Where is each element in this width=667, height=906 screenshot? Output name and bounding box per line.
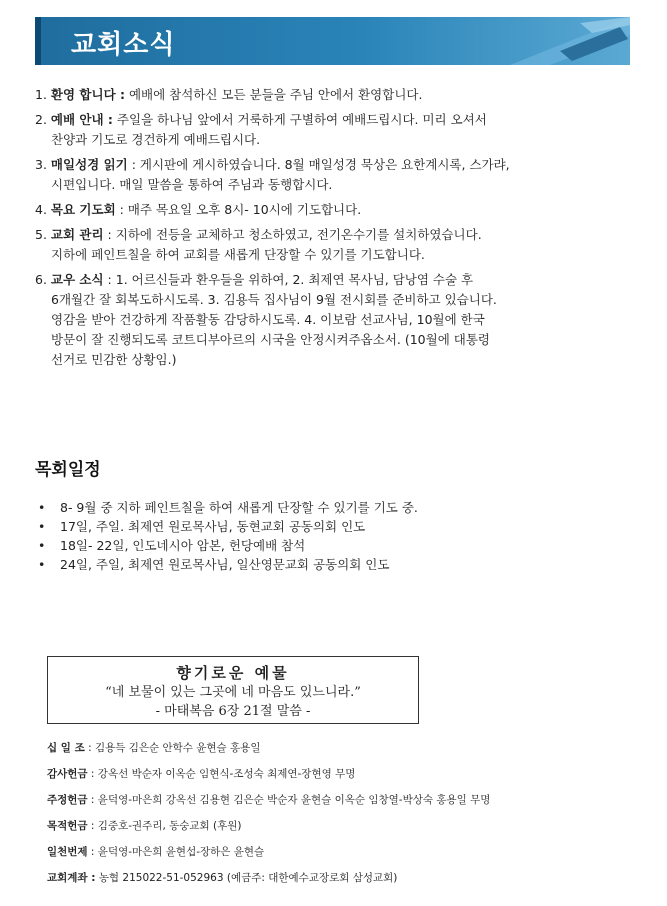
- schedule-item: [38, 498, 638, 517]
- offering-row: [47, 839, 647, 865]
- news-item-text: 1. 어르신들과 환우들을 위하여, 2. 최제연 목사님, 담낭염 수술 후: [115, 272, 474, 287]
- schedule-item: [38, 555, 638, 574]
- offering-verse-reference: - 마태복음 6장 21절 말씀 -: [155, 704, 311, 719]
- news-item-heading: 교우 소식: [50, 272, 104, 287]
- news-item-number: 6.: [35, 272, 47, 287]
- offering-category: 교회계좌 :: [47, 872, 96, 884]
- news-item-heading: 예배 안내 :: [50, 112, 113, 127]
- section-banner: [35, 17, 630, 65]
- news-item-heading: 환영 합니다 :: [50, 87, 125, 102]
- news-item-text: 지하에 전등을 교체하고 청소하였고, 전기온수기를 설치하였습니다.: [115, 227, 482, 242]
- offering-row: [47, 761, 647, 787]
- page-title: 교회소식: [71, 30, 176, 60]
- news-item: [35, 200, 635, 220]
- schedule-list: [38, 498, 638, 574]
- news-item: [35, 225, 635, 265]
- news-item-text: 선거로 민감한 상황임.): [51, 352, 177, 367]
- decorative-ribbon-icon: [480, 17, 630, 65]
- news-item-continuation: [35, 175, 635, 195]
- offering-names: 윤덕영-마은희 강옥선 김용현 김은순 박순자 윤현슬 이옥순 임창열-박상숙 홍용일 무명: [97, 794, 491, 806]
- offering-separator: :: [87, 768, 98, 780]
- news-item-text: 6개월간 잘 회복도하시도록. 3. 김용득 집사님이 9월 전시회를 준비하고 있습니다.: [51, 292, 497, 307]
- news-item-number: 3.: [35, 157, 47, 172]
- news-item-heading: 교회 관리: [50, 227, 104, 242]
- offering-separator: :: [84, 742, 95, 754]
- news-item-first-line: [35, 110, 635, 130]
- news-item-number: 4.: [35, 202, 47, 217]
- offering-names: 농협 215022-51-052963 (예금주: 대한예수교장로회 삼성교회): [98, 872, 398, 884]
- offering-category: 목적헌금: [47, 820, 88, 832]
- offering-category: 감사헌금: [47, 768, 88, 780]
- schedule-item-text: 18일- 22일, 인도네시아 암본, 헌당예배 참석: [60, 538, 306, 553]
- offering-title: 향기로운 예물: [176, 664, 290, 682]
- church-news-list: [35, 85, 635, 375]
- offering-row: [47, 735, 647, 761]
- news-item: [35, 155, 635, 195]
- news-item-separator: :: [127, 157, 140, 172]
- news-item-text: 예배에 참석하신 모든 분들을 주님 안에서 환영합니다.: [128, 87, 423, 102]
- bullet-icon: •: [38, 557, 46, 572]
- news-item-separator: :: [103, 272, 116, 287]
- news-item-number: 2.: [35, 112, 47, 127]
- offering-category: 십 일 조: [47, 742, 85, 754]
- offering-names: 윤덕영-마은희 윤현섭-장하은 윤현슬: [97, 846, 265, 858]
- bullet-icon: •: [38, 500, 46, 515]
- news-item-first-line: [35, 155, 635, 175]
- offering-row: [47, 865, 647, 891]
- news-item-continuation: [35, 330, 635, 350]
- bullet-icon: •: [38, 519, 46, 534]
- offering-category: 주정헌금: [47, 794, 88, 806]
- news-item-continuation: [35, 290, 635, 310]
- news-item-text: 매주 목요일 오후 8시- 10시에 기도합니다.: [127, 202, 362, 217]
- news-item-continuation: [35, 130, 635, 150]
- news-item-first-line: [35, 225, 635, 245]
- offering-row: [47, 813, 647, 839]
- news-item-first-line: [35, 200, 635, 220]
- news-item-heading: 매일성경 읽기: [50, 157, 128, 172]
- news-item-text: 시편입니다. 매일 말씀을 통하여 주님과 동행합시다.: [51, 177, 333, 192]
- news-item-number: 1.: [35, 87, 47, 102]
- news-item: [35, 85, 635, 105]
- news-item-continuation: [35, 310, 635, 330]
- offering-separator: :: [87, 820, 98, 832]
- offering-verse: “네 보물이 있는 그곳에 네 마음도 있느니라.”: [105, 685, 361, 700]
- bullet-icon: •: [38, 538, 46, 553]
- news-item-text: 영감을 받아 건강하게 작품활동 감당하시도록. 4. 이보람 선교사님, 10월에 한국: [51, 312, 485, 327]
- schedule-item-text: 17일, 주일. 최제연 원로목사님, 동현교회 공동의회 인도: [60, 519, 366, 534]
- schedule-item-text: 8- 9월 중 지하 페인트칠을 하여 새롭게 단장할 수 있기를 기도 중.: [60, 500, 418, 515]
- offering-names: 김중호-권주리, 동숭교회 (후원): [97, 820, 242, 832]
- offering-names: 김용득 김은순 안학수 윤현슬 홍용일: [94, 742, 261, 754]
- schedule-title: 목회일정: [35, 460, 101, 480]
- schedule-item: [38, 517, 638, 536]
- banner-accent-bar: [35, 17, 41, 65]
- news-item-continuation: [35, 245, 635, 265]
- news-item-first-line: [35, 85, 635, 105]
- offering-separator: :: [87, 794, 98, 806]
- news-item-heading: 목요 기도회: [50, 202, 116, 217]
- offering-category: 일천번제: [47, 846, 88, 858]
- news-item: [35, 270, 635, 370]
- news-item: [35, 110, 635, 150]
- news-item-text: 방문이 잘 진행되도록 코트디부아르의 시국을 안정시켜주옵소서. (10월에 대통령: [51, 332, 490, 347]
- news-item-text: 찬양과 기도로 경건하게 예배드립시다.: [51, 132, 261, 147]
- news-item-first-line: [35, 270, 635, 290]
- offering-names: 강옥선 박순자 이옥순 임현식-조성숙 최제연-장현영 무명: [97, 768, 356, 780]
- news-item-text: 지하에 페인트칠을 하여 교회를 새롭게 단장할 수 있기를 기도합니다.: [51, 247, 425, 262]
- offerings-list: [47, 735, 647, 891]
- schedule-item: [38, 536, 638, 555]
- news-item-separator: :: [103, 227, 116, 242]
- news-item-separator: :: [115, 202, 128, 217]
- offering-row: [47, 787, 647, 813]
- news-item-text: 게시판에 게시하였습니다. 8월 매일성경 묵상은 요한계시록, 스가랴,: [139, 157, 510, 172]
- schedule-item-text: 24일, 주일, 최제연 원로목사님, 일산영문교회 공동의회 인도: [60, 557, 390, 572]
- news-item-number: 5.: [35, 227, 47, 242]
- offering-box: [47, 656, 419, 724]
- offering-separator: :: [87, 846, 98, 858]
- news-item-continuation: [35, 350, 635, 370]
- news-item-text: 주일을 하나님 앞에서 거룩하게 구별하여 예배드립시다. 미리 오셔서: [116, 112, 487, 127]
